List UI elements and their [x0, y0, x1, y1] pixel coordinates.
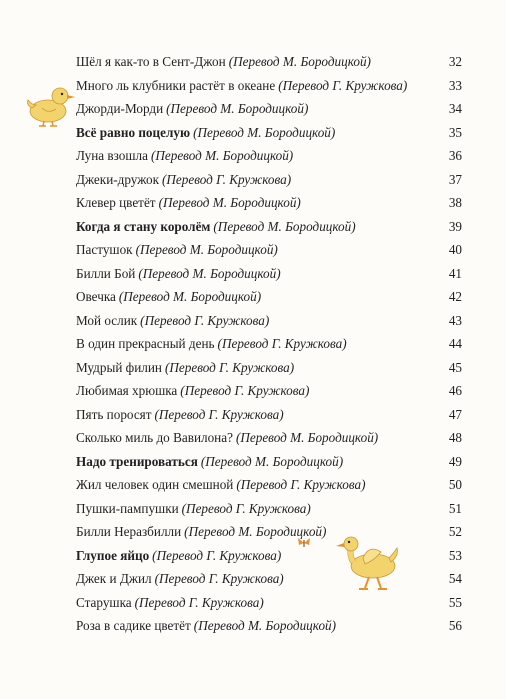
duckling-icon [18, 78, 76, 128]
entry-title: Джорди-Морди [76, 101, 164, 116]
entry-page-number: 39 [448, 218, 462, 234]
entry-page-number: 36 [448, 148, 462, 163]
entry-page-number: 47 [448, 406, 462, 422]
entry-page-number: 40 [448, 242, 462, 257]
entry-translator: (Перевод Г. Кружкова) [236, 477, 366, 492]
entry-title: Любимая хрюшка [76, 383, 178, 398]
entry-title: Клевер цветёт [76, 195, 156, 210]
entry-title: Надо тренироваться [76, 453, 198, 469]
entry-translator: (Перевод М. Бородицкой) [200, 453, 344, 469]
entry-title: Роза в садике цветёт [76, 618, 191, 633]
entry-translator: (Перевод Г. Кружкова) [164, 359, 295, 375]
entry-page-number: 37 [448, 171, 462, 187]
entry-translator: (Перевод Г. Кружкова) [181, 500, 311, 516]
entry-translator: (Перевод М. Бородицкой) [184, 524, 327, 539]
entry-translator: (Перевод М. Бородицкой) [213, 218, 356, 234]
toc-entry[interactable] [76, 74, 462, 98]
entry-title: Сколько миль до Вавилона? [76, 430, 233, 445]
entry-translator: (Перевод М. Бородицкой) [150, 148, 294, 163]
toc-entry[interactable] [76, 356, 462, 380]
entry-translator: (Перевод Г. Кружкова) [217, 336, 347, 351]
entry-translator: (Перевод Г. Кружкова) [154, 406, 284, 422]
entry-translator: (Перевод М. Бородицкой) [228, 54, 371, 69]
entry-page-number: 48 [448, 430, 462, 445]
entry-page-number: 52 [448, 524, 462, 539]
toc-entry[interactable] [76, 97, 462, 121]
entry-title: Джек и Джил [76, 571, 152, 586]
entry-translator: (Перевод Г. Кружкова) [134, 594, 264, 610]
entry-title: Мой ослик [76, 312, 138, 328]
entry-title: Жил человек один смешной [76, 477, 234, 492]
entry-translator: (Перевод М. Бородицкой) [118, 289, 262, 304]
toc-entry[interactable] [76, 50, 462, 74]
toc-entry[interactable] [76, 544, 462, 568]
entry-page-number: 56 [448, 618, 462, 633]
entry-page-number: 54 [448, 571, 462, 586]
entry-page-number: 42 [448, 289, 462, 304]
entry-title: Пушки-пампушки [76, 500, 179, 516]
entry-title: Шёл я как-то в Сент-Джон [76, 54, 226, 69]
toc-entry[interactable] [76, 215, 462, 239]
entry-translator: (Перевод Г. Кружкова) [161, 171, 292, 187]
entry-title: В один прекрасный день [76, 336, 215, 351]
toc-entry[interactable] [76, 121, 462, 145]
toc-entry[interactable] [76, 591, 462, 615]
toc-entry[interactable] [76, 426, 462, 450]
entry-translator: (Перевод Г. Кружкова) [180, 383, 310, 398]
entry-translator: (Перевод М. Бородицкой) [193, 124, 336, 140]
entry-title: Пять поросят [76, 406, 152, 422]
toc-entry[interactable] [76, 309, 462, 333]
entry-translator: (Перевод М. Бородицкой) [135, 242, 278, 257]
entry-translator: (Перевод М. Бородицкой) [138, 265, 281, 281]
entry-title: Билли Неразбилли [76, 524, 182, 539]
entry-title: Билли Бой [76, 265, 136, 281]
entry-page-number: 55 [448, 594, 462, 610]
entry-title: Старушка [76, 594, 132, 610]
entry-page-number: 41 [448, 265, 462, 281]
table-of-contents [76, 50, 462, 638]
entry-page-number: 50 [448, 477, 462, 492]
toc-entry[interactable] [76, 473, 462, 497]
entry-page-number: 44 [448, 336, 462, 351]
entry-page-number: 43 [448, 312, 462, 328]
entry-title: Когда я стану королём [76, 218, 211, 234]
toc-entry[interactable] [76, 262, 462, 286]
entry-translator: (Перевод М. Бородицкой) [193, 618, 337, 633]
toc-entry[interactable] [76, 238, 462, 262]
entry-title: Пастушок [76, 242, 133, 257]
toc-entry[interactable] [76, 520, 462, 544]
entry-translator: (Перевод М. Бородицкой) [166, 101, 309, 116]
entry-translator: (Перевод Г. Кружкова) [278, 77, 408, 93]
entry-title: Мудрый филин [76, 359, 162, 375]
toc-entry[interactable] [76, 497, 462, 521]
toc-entry[interactable] [76, 567, 462, 591]
toc-entry[interactable] [76, 450, 462, 474]
entry-page-number: 49 [448, 453, 462, 469]
toc-entry[interactable] [76, 614, 462, 638]
entry-page-number: 35 [448, 124, 462, 140]
entry-page-number: 34 [448, 101, 462, 116]
entry-page-number: 53 [448, 547, 462, 563]
entry-translator: (Перевод Г. Кружкова) [154, 571, 284, 586]
entry-title: Луна взошла [76, 148, 148, 163]
entry-translator: (Перевод Г. Кружкова) [140, 312, 270, 328]
entry-page-number: 33 [448, 77, 462, 93]
entry-title: Джеки-дружок [76, 171, 159, 187]
entry-title: Глупое яйцо [76, 547, 150, 563]
toc-entry[interactable] [76, 379, 462, 403]
entry-title: Много ль клубники растёт в океане [76, 77, 276, 93]
entry-page-number: 38 [448, 195, 462, 210]
toc-entry[interactable] [76, 403, 462, 427]
toc-entry[interactable] [76, 332, 462, 356]
entry-translator: (Перевод М. Бородицкой) [158, 195, 301, 210]
entry-page-number: 45 [448, 359, 462, 375]
entry-page-number: 46 [448, 383, 462, 398]
entry-translator: (Перевод М. Бородицкой) [235, 430, 379, 445]
toc-entry[interactable] [76, 144, 462, 168]
toc-entry[interactable] [76, 168, 462, 192]
entry-title: Всё равно поцелую [76, 124, 191, 140]
entry-page-number: 51 [448, 500, 462, 516]
entry-page-number: 32 [448, 54, 462, 69]
toc-entry[interactable] [76, 191, 462, 215]
entry-title: Овечка [76, 289, 116, 304]
entry-translator: (Перевод Г. Кружкова) [152, 547, 282, 563]
toc-entry[interactable] [76, 285, 462, 309]
